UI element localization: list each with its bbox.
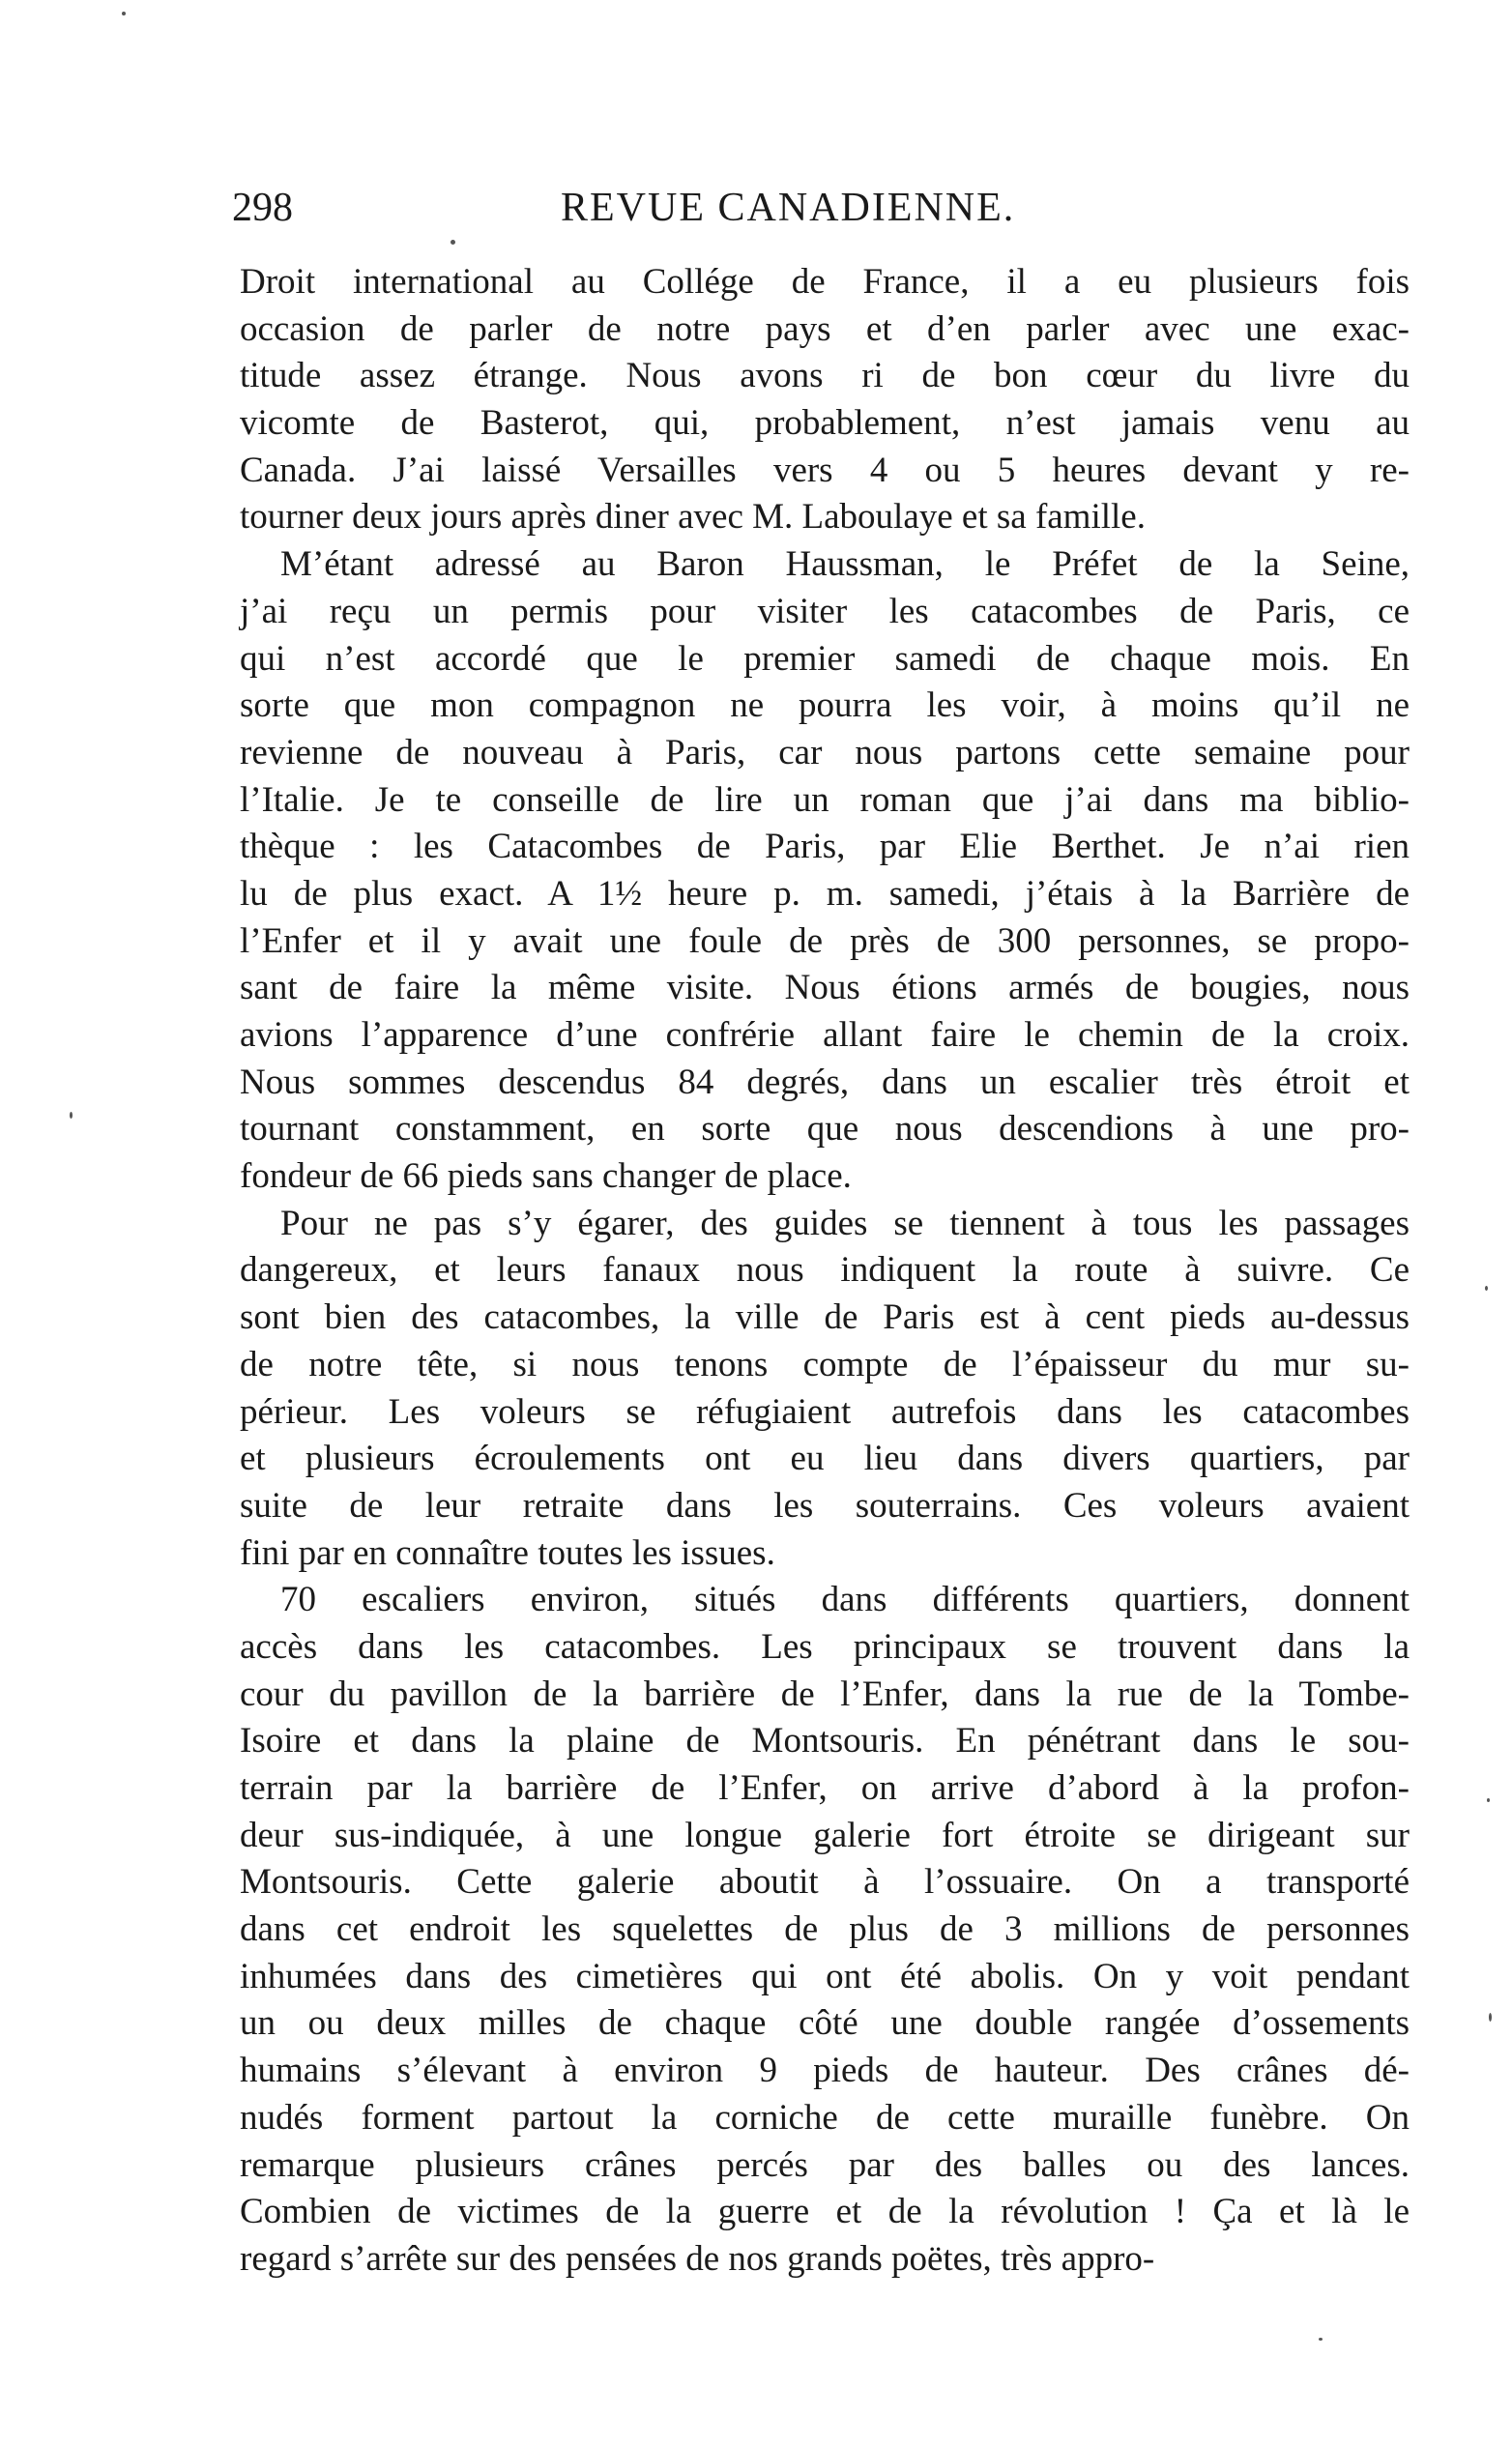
text-line: de notre tête, si nous tenons compte de l’épaisseur du mur su- — [240, 1344, 1410, 1384]
text-line: deur sus-indiquée, à une longue galerie fort étroite se dirigeant sur — [240, 1815, 1410, 1855]
text-line: M’étant adressé au Baron Haussman, le Préfet de la Seine, — [280, 544, 1410, 585]
text-line: Canada. J’ai laissé Versailles vers 4 ou 5 heures devant y re- — [240, 450, 1410, 490]
text-line: périeur. Les voleurs se réfugiaient autrefois dans les catacombes — [240, 1391, 1410, 1432]
text-line: regard s’arrête sur des pensées de nos grands poëtes, très appro- — [240, 2238, 1155, 2279]
scan-speck — [70, 1112, 73, 1119]
text-line: remarque plusieurs crânes percés par des balles ou des lances. — [240, 2144, 1410, 2185]
text-line: sont bien des catacombes, la ville de Paris est à cent pieds au-dessus — [240, 1297, 1410, 1338]
text-line: terrain par la barrière de l’Enfer, on arrive d’abord à la profon- — [240, 1768, 1410, 1808]
text-line: et plusieurs écroulements ont eu lieu dans divers quartiers, par — [240, 1439, 1410, 1479]
running-head — [232, 179, 1411, 237]
paragraph — [240, 1577, 1410, 2283]
text-line: Montsouris. Cette galerie aboutit à l’ossuaire. On a transporté — [240, 1862, 1410, 1903]
text-line: titude assez étrange. Nous avons ri de bon cœur du livre du — [240, 356, 1410, 396]
text-line: nudés forment partout la corniche de cette muraille funèbre. On — [240, 2097, 1410, 2138]
text-line: j’ai reçu un permis pour visiter les catacombes de Paris, ce — [240, 591, 1410, 631]
text-line: tourner deux jours après diner avec M. Laboulaye et sa famille. — [240, 497, 1146, 538]
scan-speck — [1487, 1798, 1490, 1802]
body-text — [240, 259, 1410, 2284]
text-line: fondeur de 66 pieds sans changer de place. — [240, 1156, 852, 1197]
text-line: sorte que mon compagnon ne pourra les voir, à moins qu’il ne — [240, 685, 1410, 726]
text-line: 70 escaliers environ, situés dans différents quartiers, donnent — [280, 1580, 1410, 1620]
text-line: accès dans les catacombes. Les principaux se trouvent dans la — [240, 1626, 1410, 1667]
paragraph — [240, 259, 1410, 541]
text-line: suite de leur retraite dans les souterrains. Ces voleurs avaient — [240, 1485, 1410, 1526]
text-line: Droit international au Collége de France, il a eu plusieurs fois — [240, 262, 1410, 302]
text-line: occasion de parler de notre pays et d’en parler avec une exac- — [240, 308, 1410, 349]
text-line: dans cet endroit les squelettes de plus de 3 millions de personnes — [240, 1909, 1410, 1950]
paragraph — [240, 541, 1410, 1201]
journal-title: REVUE CANADIENNE. — [561, 186, 1016, 230]
text-line: lu de plus exact. A 1½ heure p. m. samedi, j’étais à la Barrière de — [240, 873, 1410, 914]
text-line: l’Enfer et il y avait une foule de près de 300 personnes, se propo- — [240, 920, 1410, 961]
scan-speck — [1489, 2013, 1492, 2022]
text-line: cour du pavillon de la barrière de l’Enfer, dans la rue de la Tombe- — [240, 1674, 1410, 1714]
text-line: fini par en connaître toutes les issues. — [240, 1532, 775, 1573]
text-line: inhumées dans des cimetières qui ont été abolis. On y voit pendant — [240, 1956, 1410, 1996]
text-line: tournant constamment, en sorte que nous descendions à une pro- — [240, 1109, 1410, 1150]
text-line: Combien de victimes de la guerre et de la révolution ! Ça et là le — [240, 2192, 1410, 2232]
scan-speck — [451, 240, 455, 245]
scan-speck — [1485, 1286, 1488, 1291]
text-line: Pour ne pas s’y égarer, des guides se tiennent à tous les passages — [280, 1203, 1410, 1243]
page-number: 298 — [232, 186, 293, 230]
text-line: un ou deux milles de chaque côté une double rangée d’ossements — [240, 2003, 1410, 2044]
text-line: l’Italie. Je te conseille de lire un roman que j’ai dans ma biblio- — [240, 779, 1410, 820]
text-line: qui n’est accordé que le premier samedi de chaque mois. En — [240, 638, 1410, 679]
scan-speck — [1319, 2338, 1323, 2341]
paragraph — [240, 1201, 1410, 1578]
text-line: sant de faire la même visite. Nous étions armés de bougies, nous — [240, 968, 1410, 1008]
text-line: revienne de nouveau à Paris, car nous partons cette semaine pour — [240, 732, 1410, 772]
text-line: Nous sommes descendus 84 degrés, dans un escalier très étroit et — [240, 1062, 1410, 1102]
text-line: avions l’apparence d’une confrérie allant faire le chemin de la croix. — [240, 1015, 1410, 1055]
text-line: humains s’élevant à environ 9 pieds de hauteur. Des crânes dé- — [240, 2051, 1410, 2091]
text-line: vicomte de Basterot, qui, probablement, n’est jamais venu au — [240, 403, 1410, 444]
text-line: Isoire et dans la plaine de Montsouris. En pénétrant dans le sou- — [240, 1721, 1410, 1762]
text-line: thèque : les Catacombes de Paris, par Elie Berthet. Je n’ai rien — [240, 827, 1410, 867]
text-line: dangereux, et leurs fanaux nous indiquent la route à suivre. Ce — [240, 1250, 1410, 1291]
scan-speck — [122, 12, 126, 15]
